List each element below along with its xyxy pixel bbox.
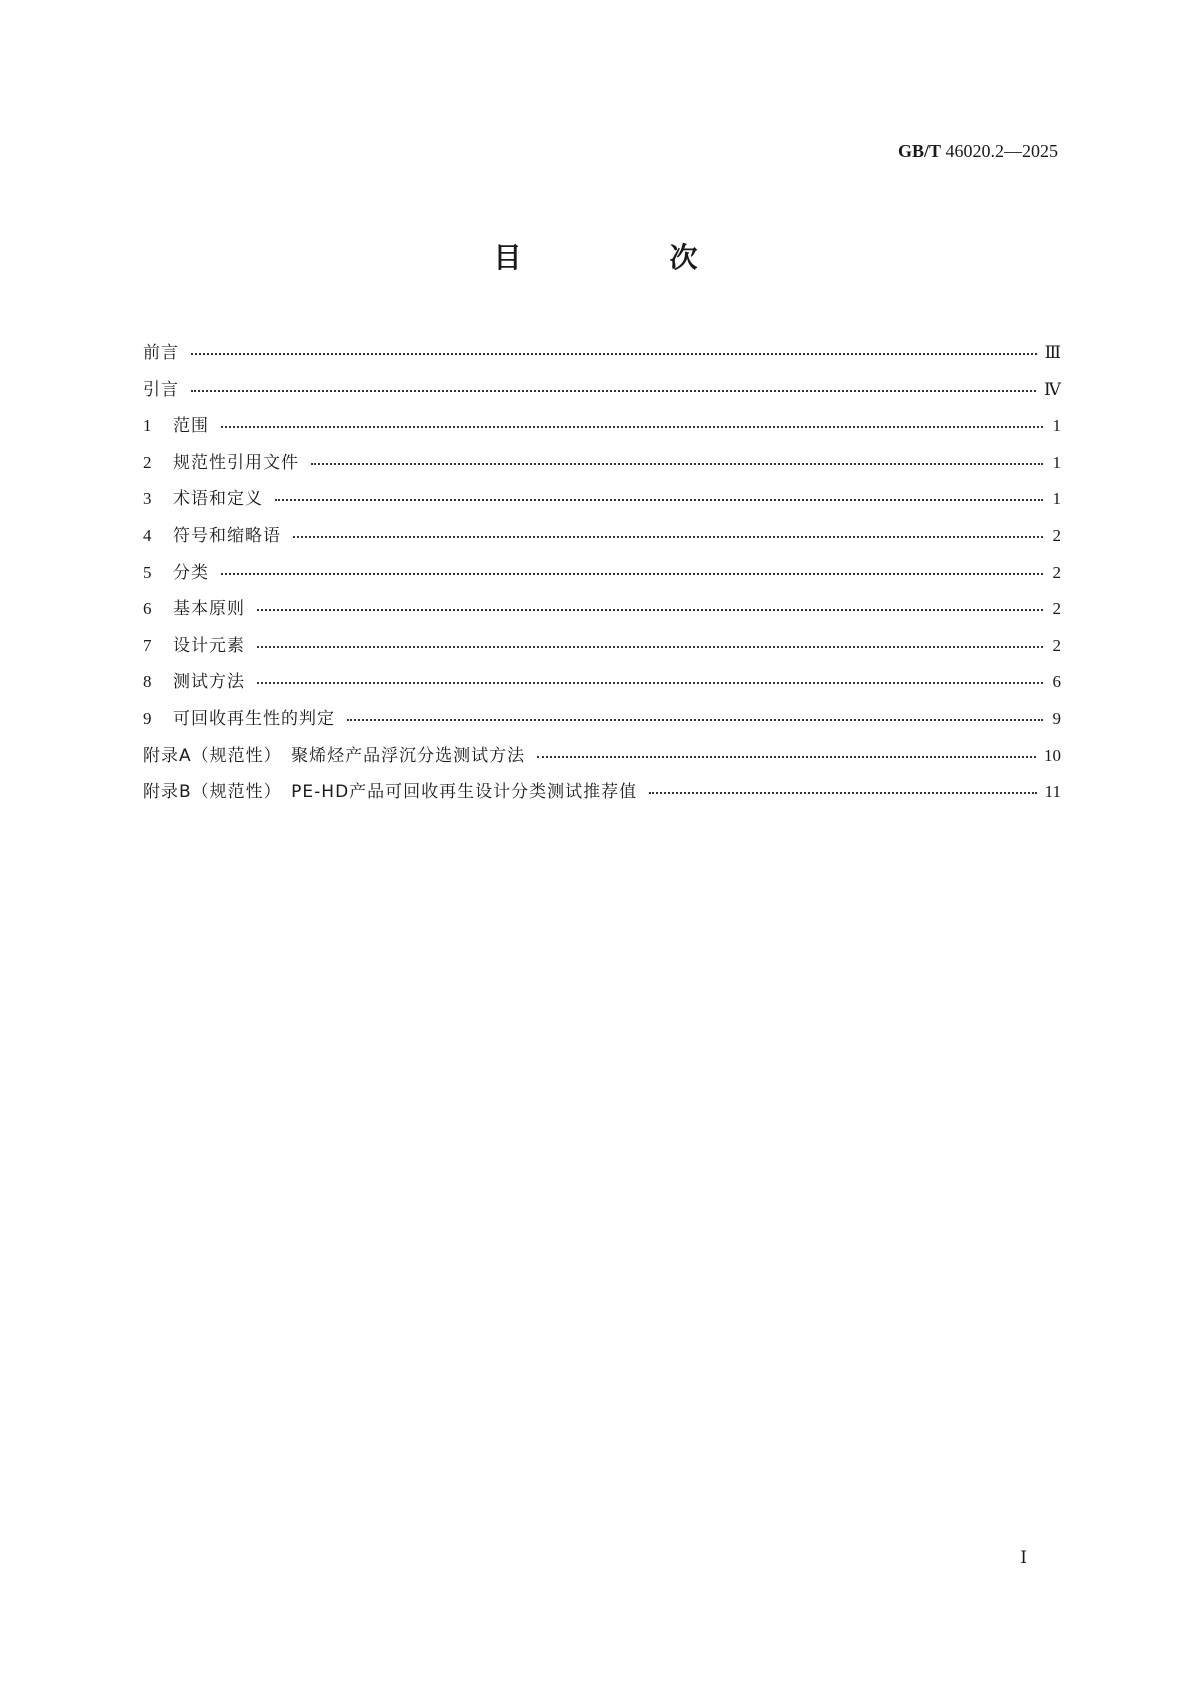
toc-entry[interactable] bbox=[143, 375, 1061, 412]
toc-entry-label: 附录A（规范性） 聚烯烃产品浮沉分选测试方法 bbox=[143, 745, 526, 766]
toc-entry-page: Ⅲ bbox=[1044, 343, 1061, 362]
toc-leader-dots bbox=[537, 756, 1036, 758]
toc-leader-dots bbox=[191, 390, 1036, 392]
toc-entry-label: 测试方法 bbox=[173, 672, 245, 693]
toc-leader-dots bbox=[257, 682, 1043, 684]
standard-number bbox=[898, 141, 1058, 162]
toc-leader-dots bbox=[257, 646, 1043, 648]
toc-entry-number: 6 bbox=[143, 599, 152, 619]
toc-entry[interactable] bbox=[143, 411, 1061, 448]
toc-entry-number: 1 bbox=[143, 416, 152, 436]
toc-entry-label: 附录B（规范性） PE-HD产品可回收再生设计分类测试推荐值 bbox=[143, 782, 638, 803]
toc-entry-label: 范围 bbox=[173, 416, 209, 437]
toc-entry[interactable] bbox=[143, 631, 1061, 668]
toc-entry-number: 7 bbox=[143, 635, 152, 655]
toc-leader-dots bbox=[191, 353, 1037, 355]
toc-entry-number: 9 bbox=[143, 708, 152, 728]
toc-entry[interactable] bbox=[143, 667, 1061, 704]
toc-leader-dots bbox=[311, 463, 1043, 465]
toc-entry[interactable] bbox=[143, 448, 1061, 485]
toc-entry-page: 1 bbox=[1052, 416, 1061, 436]
toc-entry-page: 10 bbox=[1044, 745, 1061, 765]
toc-entry-page: 1 bbox=[1052, 452, 1061, 472]
page-number: Ⅰ bbox=[1020, 1548, 1027, 1567]
standard-code: GB/T bbox=[897, 141, 941, 161]
toc-entry-label: 符号和缩略语 bbox=[173, 525, 281, 546]
toc-leader-dots bbox=[221, 573, 1043, 575]
toc-entry-page: 11 bbox=[1044, 782, 1061, 802]
toc-entry-number: 5 bbox=[143, 562, 152, 582]
toc-entry-number: 3 bbox=[143, 489, 152, 509]
toc-leader-dots bbox=[275, 499, 1043, 501]
toc-entry-number: 2 bbox=[143, 452, 152, 472]
toc-leader-dots bbox=[257, 609, 1043, 611]
toc-entry-page: Ⅳ bbox=[1044, 379, 1061, 399]
toc-leader-dots bbox=[293, 536, 1043, 538]
toc-entry[interactable] bbox=[143, 558, 1061, 595]
toc-entry[interactable] bbox=[143, 777, 1061, 814]
toc-entry[interactable] bbox=[143, 338, 1061, 375]
toc-entry-label: 前言 bbox=[143, 343, 179, 363]
toc-entry-label: 引言 bbox=[143, 379, 179, 400]
toc-leader-dots bbox=[649, 792, 1036, 794]
toc-entry-label: 设计元素 bbox=[173, 635, 245, 656]
toc-entry-page: 6 bbox=[1052, 672, 1061, 692]
toc-entry[interactable] bbox=[143, 594, 1061, 631]
toc-entry-label: 分类 bbox=[173, 562, 209, 583]
toc-entry[interactable] bbox=[143, 704, 1061, 741]
toc-leader-dots bbox=[347, 719, 1043, 721]
table-of-contents bbox=[143, 338, 1061, 814]
toc-entry[interactable] bbox=[143, 741, 1061, 778]
toc-title: 目 次 bbox=[493, 241, 758, 274]
toc-entry-page: 9 bbox=[1052, 708, 1061, 728]
toc-entry[interactable] bbox=[143, 521, 1061, 558]
toc-entry-label: 术语和定义 bbox=[173, 489, 263, 510]
toc-entry-label: 可回收再生性的判定 bbox=[173, 708, 335, 729]
toc-entry-page: 2 bbox=[1052, 599, 1061, 619]
toc-entry-label: 基本原则 bbox=[173, 599, 245, 620]
toc-entry-number: 8 bbox=[143, 672, 152, 692]
toc-entry[interactable] bbox=[143, 484, 1061, 521]
standard-number-value: 46020.2—2025 bbox=[945, 141, 1058, 161]
toc-entry-page: 2 bbox=[1052, 562, 1061, 582]
toc-entry-page: 2 bbox=[1052, 635, 1061, 655]
toc-entry-page: 2 bbox=[1052, 525, 1061, 545]
toc-entry-number: 4 bbox=[143, 525, 152, 545]
toc-entry-page: 1 bbox=[1052, 489, 1061, 509]
toc-entry-label: 规范性引用文件 bbox=[173, 452, 299, 473]
toc-leader-dots bbox=[221, 426, 1043, 428]
